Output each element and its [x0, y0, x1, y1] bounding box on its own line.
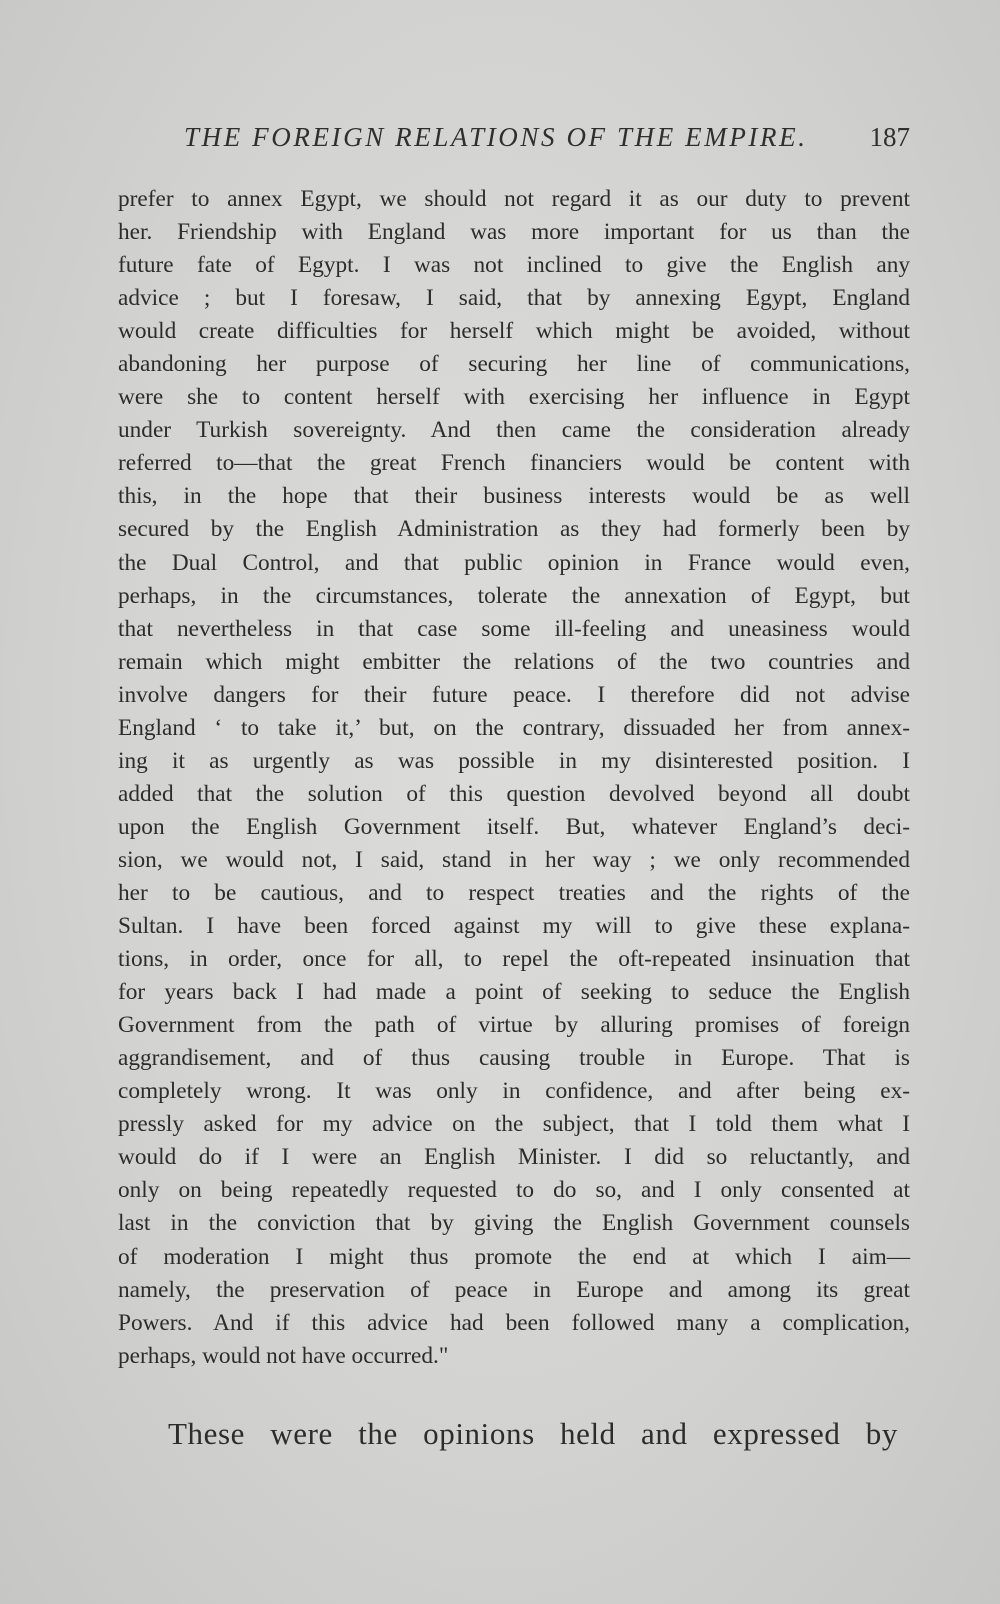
text-line: tions, in order, once for all, to repel the oft-repeated insinuation that	[118, 946, 910, 973]
text-line: completely wrong. It was only in confidence, and after being ex-	[118, 1078, 910, 1105]
text-line: perhaps, would not have occurred."	[118, 1342, 449, 1369]
text-line: Powers. And if this advice had been followed many a complication,	[118, 1309, 910, 1336]
text-line: would create difficulties for herself which might be avoided, without	[118, 318, 910, 345]
text-line: that nevertheless in that case some ill-feeling and uneasiness would	[118, 615, 910, 642]
page-number: 187	[869, 122, 910, 152]
text-line: under Turkish sovereignty. And then came the consideration already	[118, 417, 910, 444]
running-title: THE FOREIGN RELATIONS OF THE EMPIRE.	[184, 122, 808, 152]
page-header	[118, 118, 910, 162]
text-line: abandoning her purpose of securing her line of communications,	[118, 351, 910, 378]
text-line: involve dangers for their future peace. I therefore did not advise	[118, 681, 910, 708]
text-line: of moderation I might thus promote the end at which I aim—	[118, 1243, 910, 1270]
text-line: advice ; but I foresaw, I said, that by annexing Egypt, England	[118, 285, 910, 312]
text-line: namely, the preservation of peace in Europe and among its great	[118, 1276, 910, 1303]
text-line: last in the conviction that by giving the English Government counsels	[118, 1210, 910, 1237]
text-line: upon the English Government itself. But, whatever England’s deci-	[118, 813, 910, 840]
body-text	[118, 183, 910, 1373]
text-line: her. Friendship with England was more important for us than the	[118, 219, 910, 246]
text-line: this, in the hope that their business interests would be as well	[118, 483, 910, 510]
text-line: remain which might embitter the relations of the two countries and	[118, 648, 910, 675]
text-line: added that the solution of this question devolved beyond all doubt	[118, 780, 910, 807]
text-line: for years back I had made a point of seeking to seduce the English	[118, 979, 910, 1006]
text-line: Government from the path of virtue by alluring promises of foreign	[118, 1012, 910, 1039]
text-line: the Dual Control, and that public opinion in France would even,	[118, 549, 910, 576]
text-line: England ‘ to take it,’ but, on the contrary, dissuaded her from annex-	[118, 714, 910, 741]
text-line: perhaps, in the circumstances, tolerate the annexation of Egypt, but	[118, 582, 910, 609]
text-line: Sultan. I have been forced against my will to give these explana-	[118, 913, 910, 940]
text-line: referred to—that the great French financiers would be content with	[118, 450, 910, 477]
text-line: sion, we would not, I said, stand in her way ; we only recommended	[118, 846, 910, 873]
text-line: aggrandisement, and of thus causing trouble in Europe. That is	[118, 1045, 910, 1072]
text-line: pressly asked for my advice on the subject, that I told them what I	[118, 1111, 910, 1138]
text-line: prefer to annex Egypt, we should not regard it as our duty to prevent	[118, 186, 910, 212]
text-line: her to be cautious, and to respect treaties and the rights of the	[118, 879, 910, 906]
text-line: future fate of Egypt. I was not inclined to give the English any	[118, 252, 910, 279]
text-line: secured by the English Administration as they had formerly been by	[118, 516, 910, 543]
closing-line: These were the opinions held and expressed by	[168, 1416, 898, 1451]
text-line: ing it as urgently as was possible in my disinterested position. I	[118, 747, 910, 774]
text-line: only on being repeatedly requested to do so, and I only consented at	[118, 1177, 910, 1204]
text-line: were she to content herself with exercising her influence in Egypt	[118, 384, 910, 411]
text-line: would do if I were an English Minister. I did so reluctantly, and	[118, 1144, 910, 1171]
